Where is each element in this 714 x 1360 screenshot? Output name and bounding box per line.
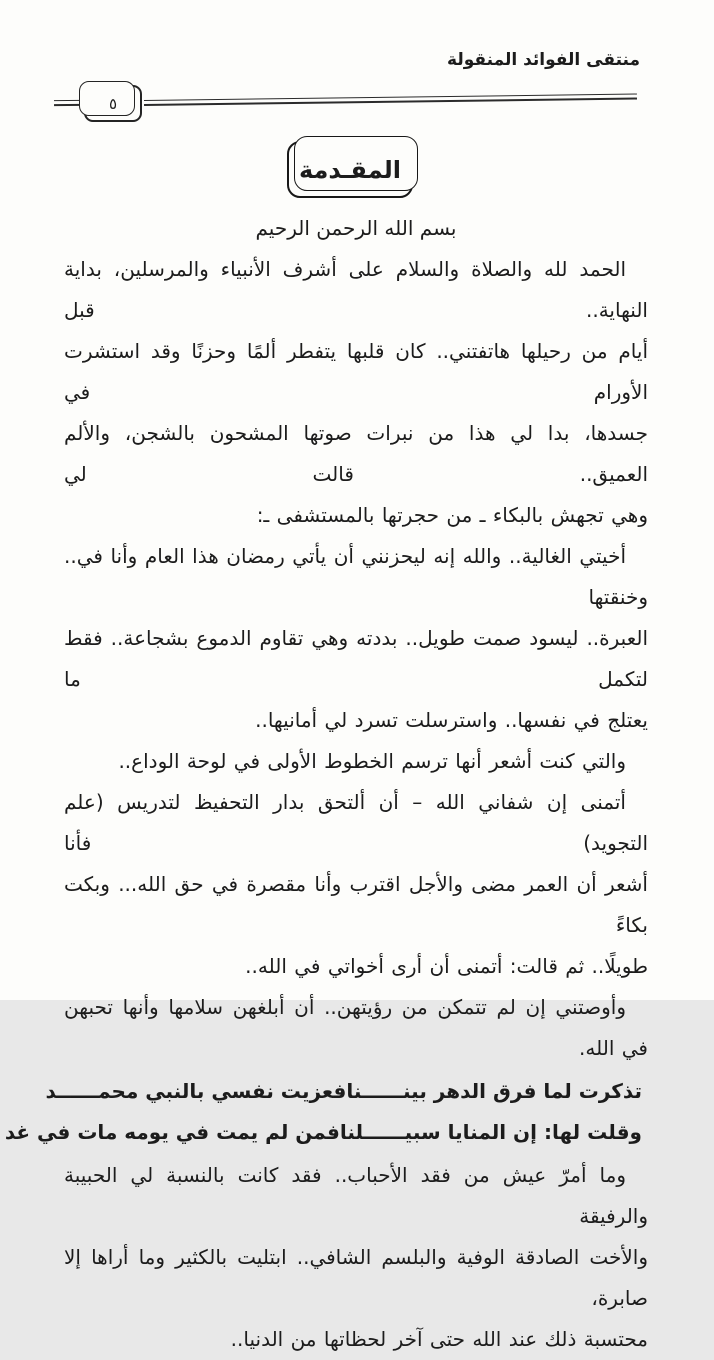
paragraph — [64, 1155, 648, 1360]
text-line: جسدها، بدا لي هذا من نبرات صوتها المشحون بالشجن، والألم العميق.. قالت لي — [64, 421, 648, 486]
hemistich-left: فمن لم يمت في يومه مات في غد — [4, 1120, 340, 1144]
poetry-verse — [4, 1071, 648, 1153]
paragraph — [64, 782, 648, 987]
section-title-box — [287, 141, 413, 198]
paragraph — [64, 536, 648, 741]
page-number-badge — [84, 85, 142, 122]
hemistich-left: فعزيت نفسي بالنبي محمــــــد — [45, 1079, 347, 1103]
paragraph — [64, 987, 648, 1069]
paragraph — [64, 249, 648, 536]
text-line: أتمنى إن شفاني الله – أن ألتحق بدار التحفيظ لتدريس (علم التجويد) فأنا — [64, 790, 648, 855]
header-rule-right — [144, 94, 637, 106]
text-line: أخيتي الغالية.. والله إنه ليحزنني أن يأتي رمضان هذا العام وأنا في.. وخنقتها — [64, 544, 648, 609]
section-title: المقـدمة — [298, 155, 402, 184]
text-line: أيام من رحيلها هاتفتني.. كان قلبها يتفطر ألمًا وحزنًا وقد استشرت الأورام في — [64, 339, 648, 404]
text-line: طويلًا.. ثم قالت: أتمنى أن أرى أخواتي في الله.. — [245, 954, 648, 978]
text-line: وأوصتني إن لم تتمكن من رؤيتهن.. أن أبلغهن سلامها وأنها تحبهن في الله. — [64, 995, 648, 1060]
text-line: يعتلج في نفسها.. واسترسلت تسرد لي أمانيها.. — [255, 708, 648, 732]
text-line: وهي تجهش بالبكاء ـ من حجرتها بالمستشفى ـ: — [256, 503, 648, 527]
text-line: والأخت الصادقة الوفية والبلسم الشافي.. ابتليت بالكثير وما أراها إلا صابرة، — [64, 1245, 648, 1310]
page-content — [4, 212, 648, 1360]
hemistich-right: تذكرت لما فرق الدهر بينــــــنا — [346, 1079, 642, 1103]
text-line: محتسبة ذلك عند الله حتى آخر لحظاتها من الدنيا.. — [230, 1327, 648, 1351]
text-line: وما أمرّ عيش من فقد الأحباب.. فقد كانت بالنسبة لي الحبيبة والرفيقة — [64, 1163, 648, 1228]
hemistich-right: وقلت لها: إن المنايا سبيــــــلنا — [339, 1120, 642, 1144]
text-line: الحمد لله والصلاة والسلام على أشرف الأنبياء والمرسلين، بداية النهاية.. قبل — [64, 257, 648, 322]
verse-line — [45, 1071, 648, 1112]
text-line: العبرة.. ليسود صمت طويل.. بددته وهي تقاوم الدموع بشجاعة.. فقط لتكمل ما — [64, 626, 648, 691]
text-line: أشعر أن العمر مضى والأجل اقترب وأنا مقصرة في حق الله... وبكت بكاءً — [64, 872, 648, 937]
basmala-line: بسم الله الرحمن الرحيم — [255, 216, 457, 240]
body-text-blocks — [4, 249, 648, 1360]
header-rule-left — [54, 100, 82, 106]
paragraph — [64, 741, 648, 782]
running-head-book-title: منتقى الفوائد المنقولة — [447, 50, 640, 70]
text-line: والتي كنت أشعر أنها ترسم الخطوط الأولى في لوحة الوداع.. — [118, 749, 626, 773]
page-number: ٥ — [108, 94, 118, 113]
verse-line — [4, 1112, 648, 1153]
